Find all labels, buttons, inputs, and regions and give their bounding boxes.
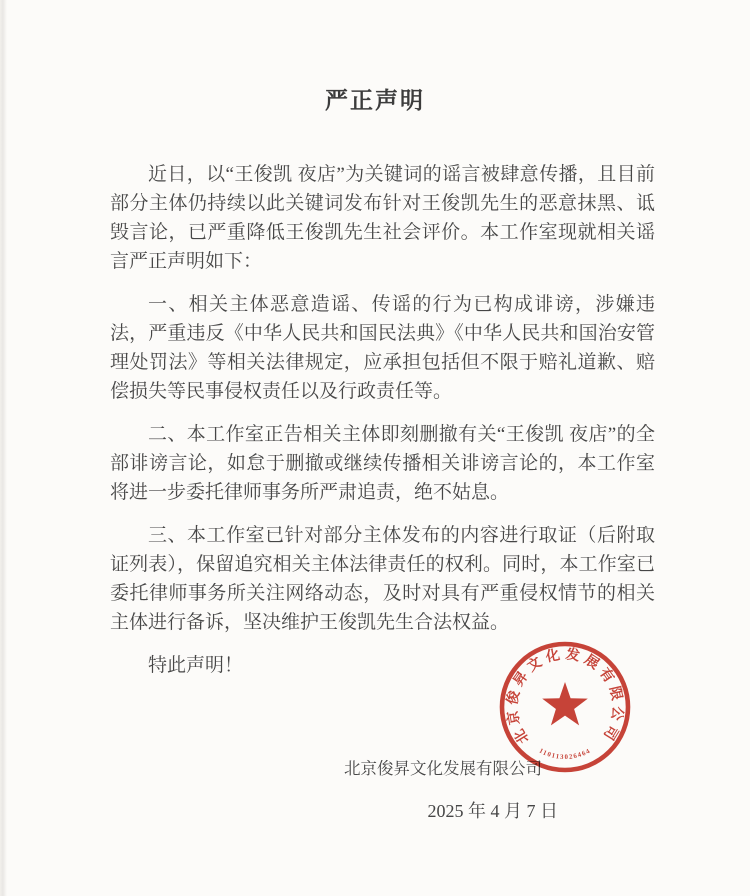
page-edge-shadow bbox=[0, 0, 7, 896]
company-seal-stamp-icon bbox=[495, 637, 635, 777]
seal-registration-number: 110113026464 bbox=[537, 747, 593, 762]
document-body bbox=[0, 116, 750, 824]
seal-star-icon bbox=[542, 682, 588, 725]
paragraph-intro: 近日，以“王俊凯 夜店”为关键词的谣言被肆意传播，且目前部分主体仍持续以此关键词发布针对王俊凯先生的恶意抹黑、诋毁言论，已严重降低王俊凯先生社会评价。本工作室现就相关谣言严正声明如下： bbox=[110, 164, 655, 272]
paragraph-item-3: 三、本工作室已针对部分主体发布的内容进行取证（后附取证列表），保留追究相关主体法律责任的权利。同时，本工作室已委托律师事务所关注网络动态，及时对具有严重侵权情节的相关主体进行备诉，坚决维护王俊凯先生合法权益。 bbox=[110, 525, 655, 633]
seal-company-arc-text: 北京俊昇文化发展有限公司 bbox=[505, 647, 625, 746]
company-name: 北京俊昇文化发展有限公司 bbox=[344, 759, 542, 778]
closing-statement: 特此声明！ bbox=[148, 655, 244, 676]
paragraph-item-2: 二、本工作室正告相关主体即刻删撤有关“王俊凯 夜店”的全部诽谤言论，如怠于删撤或继续传播相关诽谤言论的，本工作室将进一步委托律师事务所严肃追责，绝不姑息。 bbox=[110, 424, 655, 503]
paragraph-item-1: 一、相关主体恶意造谣、传谣的行为已构成诽谤，涉嫌违法，严重违反《中华人民共和国民法典》《中华人民共和国治安管理处罚法》等相关法律规定，应承担包括但不限于赔礼道歉、赔偿损失等民事侵权责任以及行政责任等。 bbox=[110, 294, 655, 402]
document-title: 严正声明 bbox=[325, 88, 425, 113]
statement-date: 2025 年 4 月 7 日 bbox=[427, 801, 558, 821]
